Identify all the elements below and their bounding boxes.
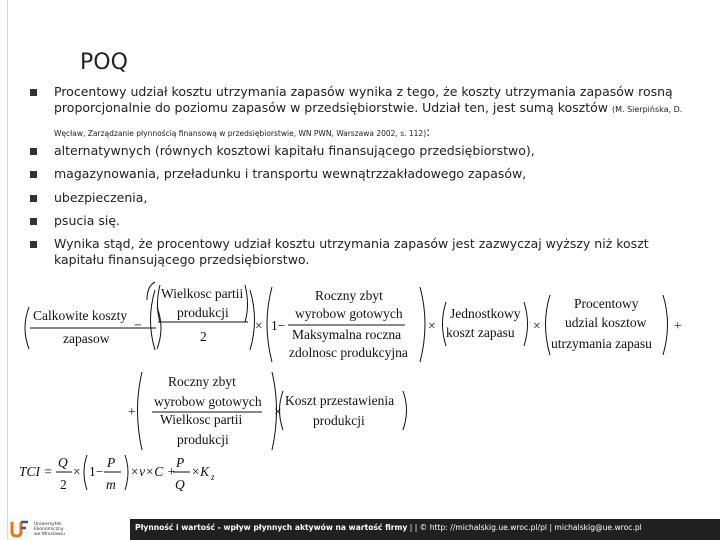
- paren-right: [403, 391, 407, 430]
- paren-right: [125, 455, 128, 490]
- citation: Węcław, Zarządzanie płynnością finansową w przedsiębiorstwie, WN PWN, Warszawa 2002, s. 112): [54, 129, 427, 138]
- paren-left: [151, 290, 156, 350]
- t2-numerator: Roczny zbyt: [315, 288, 383, 303]
- plus-sign: +: [128, 404, 136, 419]
- bullet-text: psucia się.: [54, 213, 120, 228]
- footer-text: [135, 523, 642, 532]
- tci-p: P: [176, 455, 185, 470]
- tci-lhs: TCI =: [19, 464, 53, 479]
- unit-cost: koszt zapasu: [446, 325, 515, 340]
- one-minus: 1−: [271, 318, 286, 333]
- times-sign: ×: [274, 404, 282, 419]
- paren-right: [250, 290, 255, 350]
- bullet-text: alternatywnych (równych kosztowi kapitału finansującego przedsiębiorstwo),: [54, 143, 535, 158]
- percent-cost: udzial kosztow: [565, 315, 647, 330]
- tci-vc: ×ν×C +: [130, 464, 176, 479]
- lhs-denominator: zapasow: [63, 331, 110, 346]
- t1-numerator: produkcji: [177, 305, 229, 320]
- bullet-text-line: Wynika stąd, że procentowy udział kosztu utrzymania zapasów jest zazwyczaj wyższy niż koszt: [54, 236, 649, 251]
- paren-right: [524, 302, 528, 346]
- t2-denominator: Maksymalna roczna: [292, 327, 402, 342]
- paren-right: [245, 285, 248, 322]
- unit-cost: Jednostkowy: [450, 306, 521, 321]
- slide-title: POQ: [80, 50, 128, 75]
- tci-m: m: [106, 477, 116, 492]
- tci-q: Q: [58, 455, 68, 470]
- bullet-text: proporcjonalnie do poziomu zapasów w przedsiębiorstwie. Udział ten, jest sumą kosztów: [54, 100, 608, 115]
- paren-left: [147, 282, 155, 300]
- university-name-line: we Wrocławiu: [34, 532, 65, 537]
- citation-colon: :: [426, 125, 431, 139]
- citation: (M. Sierpińska, D.: [611, 105, 683, 114]
- percent-cost: Procentowy: [574, 296, 639, 311]
- paren-right: [663, 295, 668, 355]
- bullet-text: ubezpieczenia,: [54, 190, 148, 205]
- paren-left: [25, 307, 29, 349]
- paren-right: [157, 307, 161, 349]
- footer-course-title: Płynność i wartość - wpływ płynnych aktywów na wartość firmy: [135, 523, 408, 532]
- t4-denominator: produkcji: [177, 432, 229, 447]
- changeover-cost: Koszt przestawienia: [285, 393, 395, 408]
- plus-sign: +: [674, 318, 682, 333]
- bullet-text-line: kapitału finansującego przedsiębiorstwo.: [54, 252, 310, 267]
- equals-sign: =: [134, 319, 142, 334]
- bullet-text: magazynowania, przeładunku i transportu wewnątrzzakładowego zapasów,: [54, 166, 527, 181]
- tci-p: P: [107, 455, 116, 470]
- tci-formula: [19, 455, 215, 492]
- t4-numerator: Roczny zbyt: [168, 374, 236, 389]
- t2-denominator: zdolnosc produkcyjna: [289, 345, 408, 360]
- bullet-text-line: Procentowy udział kosztu utrzymania zapasów wynika z tego, że koszty utrzymania zapasów rosną: [54, 84, 673, 99]
- percent-cost: utrzymania zapasu: [551, 336, 652, 351]
- times-sign: ×: [255, 318, 263, 333]
- paren-right: [420, 287, 425, 362]
- tci-sub-z: z: [211, 472, 215, 482]
- paren-left: [84, 455, 87, 490]
- t4-denominator: Wielkosc partii: [160, 412, 243, 427]
- times-sign: ×: [73, 464, 81, 479]
- lhs-numerator: Calkowite koszty: [33, 308, 128, 323]
- t1-denominator: 2: [200, 329, 207, 344]
- tci-kz: ×K: [191, 464, 210, 479]
- t1-numerator: Wielkosc partii: [161, 286, 244, 301]
- footer: [0, 517, 720, 540]
- one-minus: 1−: [89, 464, 104, 479]
- times-sign: ×: [533, 318, 541, 333]
- tci-two: 2: [60, 477, 67, 492]
- tci-q: Q: [175, 477, 185, 492]
- paren-left: [546, 295, 551, 355]
- university-name-line: Uniwersytet Ekonomiczny: [34, 522, 64, 532]
- paren-left: [138, 372, 143, 450]
- t4-numerator: wyrobow gotowych: [154, 394, 262, 409]
- t2-numerator: wyrobow gotowych: [295, 306, 403, 321]
- footer-links: | | © http: //michalskig.ue.wroc.pl/pl | michalskig@ue.wroc.pl: [407, 523, 642, 532]
- times-sign: ×: [428, 318, 436, 333]
- changeover-cost: produkcji: [313, 413, 365, 428]
